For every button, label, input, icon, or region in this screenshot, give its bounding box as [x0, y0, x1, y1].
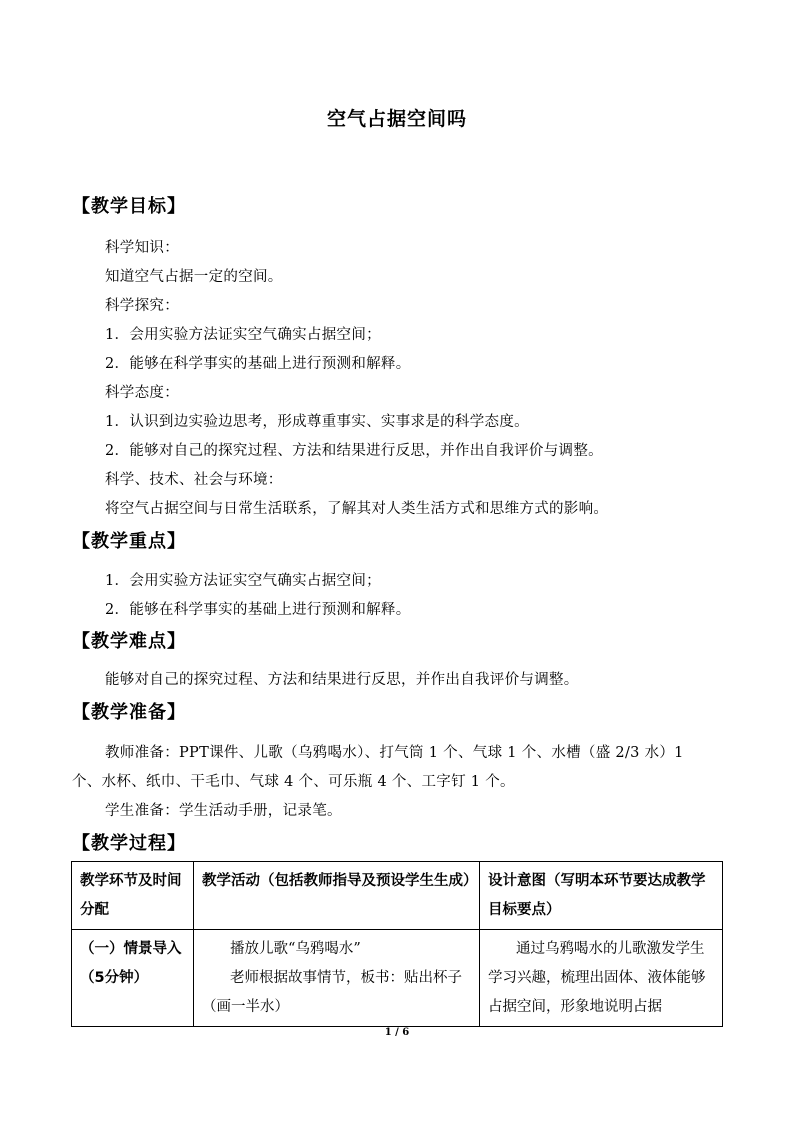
objective-line: 知道空气占据一定的空间。	[105, 269, 283, 285]
objective-line: 科学态度：	[105, 385, 179, 401]
page-title: 空气占据空间吗	[326, 108, 467, 130]
stage-duration: （5分钟）	[80, 970, 149, 986]
key-point-line: 1．会用实验方法证实空气确实占据空间；	[105, 573, 381, 589]
process-table	[71, 861, 723, 1027]
teacher-preparation-line: 个、水杯、纸巾、干毛巾、气球 4 个、可乐瓶 4 个、工字钉 1 个。	[72, 774, 515, 790]
objective-line: 科学、技术、社会与环境：	[105, 472, 283, 488]
column-header-stage: 教学环节及时间分配	[72, 862, 194, 930]
objective-line: 2．能够在科学事实的基础上进行预测和解释。	[105, 356, 411, 372]
activity-text: 播放儿歌“乌鸦喝水”	[230, 941, 361, 957]
intent-cell	[480, 930, 723, 1027]
activity-cell	[194, 930, 480, 1027]
objective-line: 1．会用实验方法证实空气确实占据空间；	[105, 327, 381, 343]
page-number: 1 / 6	[384, 1027, 410, 1038]
section-heading-process: 【教学过程】	[72, 833, 186, 854]
section-heading-difficulties: 【教学难点】	[72, 631, 186, 652]
objective-line: 科学探究：	[105, 298, 179, 314]
stage-cell	[72, 930, 194, 1027]
section-heading-objectives: 【教学目标】	[72, 196, 186, 217]
section-heading-preparation: 【教学准备】	[72, 702, 186, 723]
key-point-line: 2．能够在科学事实的基础上进行预测和解释。	[105, 602, 411, 618]
column-header-activity: 教学活动（包括教师指导及预设学生生成）	[194, 862, 480, 930]
column-header-intent: 设计意图（写明本环节要达成教学目标要点）	[480, 862, 723, 930]
activity-text: 老师根据故事情节，板书：贴出杯子（画一半水）	[202, 970, 462, 1015]
table-header-row	[72, 862, 723, 930]
objective-line: 科学知识：	[105, 240, 179, 256]
objective-line: 1．认识到边实验边思考，形成尊重事实、实事求是的科学态度。	[105, 414, 529, 430]
objective-line: 将空气占据空间与日常生活联系，了解其对人类生活方式和思维方式的影响。	[105, 501, 609, 517]
difficulty-line: 能够对自己的探究过程、方法和结果进行反思，并作出自我评价与调整。	[105, 672, 579, 688]
objective-line: 2．能够对自己的探究过程、方法和结果进行反思，并作出自我评价与调整。	[105, 443, 603, 459]
stage-name: （一）情景导入	[80, 941, 182, 957]
table-row	[72, 930, 723, 1027]
student-preparation-line: 学生准备：学生活动手册，记录笔。	[105, 803, 342, 819]
intent-text: 通过乌鸦喝水的儿歌激发学生学习兴趣，梳理出固体、液体能够占据空间，形象地说明占据	[488, 941, 706, 1015]
teacher-preparation-line: 教师准备：PPT课件、儿歌（乌鸦喝水）、打气筒 1 个、气球 1 个、水槽（盛 2/3 水）1	[105, 745, 684, 761]
section-heading-key-points: 【教学重点】	[72, 531, 186, 552]
